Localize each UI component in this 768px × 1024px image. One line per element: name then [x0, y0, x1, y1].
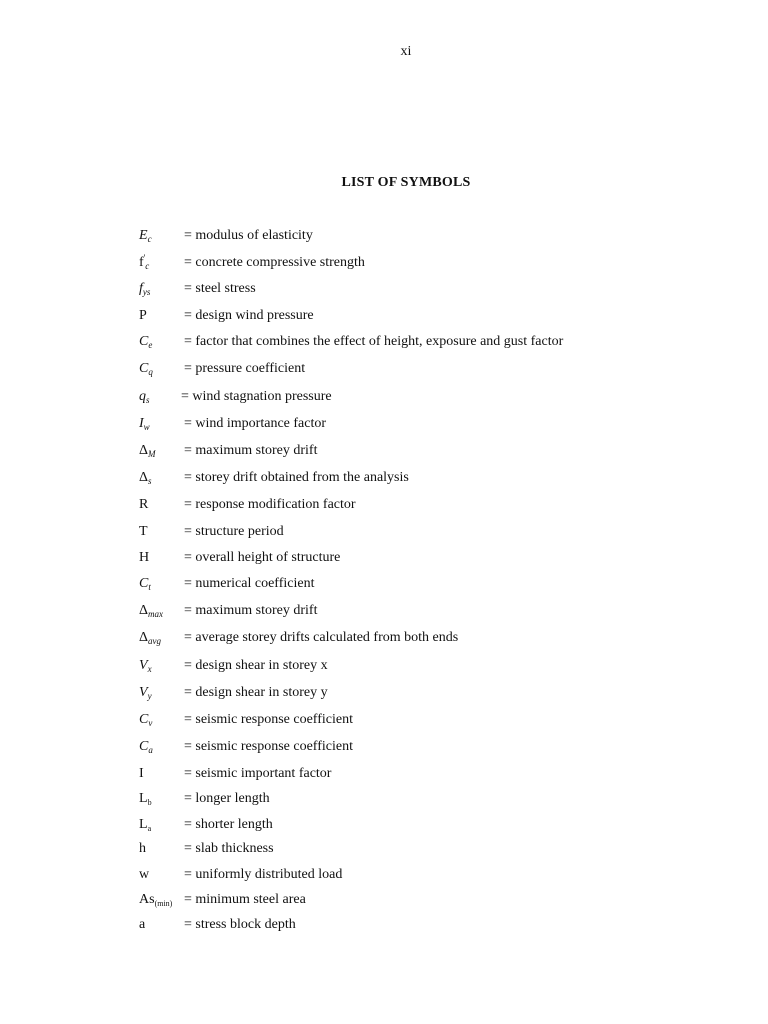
- symbol-notation: [139, 359, 153, 379]
- symbol-subscript: q: [148, 367, 153, 377]
- symbol-definition: = concrete compressive strength: [184, 255, 365, 270]
- symbol-definition: = shorter length: [184, 817, 273, 832]
- symbol-notation: [139, 548, 149, 568]
- symbol-base: E: [139, 228, 148, 243]
- symbol-notation: [139, 683, 152, 703]
- symbol-subscript: y: [147, 691, 152, 701]
- symbol-definition: = seismic response coefficient: [184, 739, 353, 754]
- symbol-definition: = wind importance factor: [184, 416, 327, 431]
- symbol-definition: = overall height of structure: [184, 550, 341, 565]
- symbol-subscript: s: [146, 395, 150, 405]
- symbol-definition: = factor that combines the effect of height, exposure and gust factor: [184, 334, 564, 349]
- symbol-notation: [139, 890, 172, 910]
- symbol-notation: [139, 441, 156, 461]
- page-title: LIST OF SYMBOLS: [341, 175, 471, 190]
- symbol-subscript: a: [148, 745, 153, 755]
- symbol-definition: = average storey drifts calculated from both ends: [184, 630, 459, 645]
- symbol-definition: = design shear in storey x: [184, 658, 328, 673]
- symbol-notation: [139, 789, 152, 809]
- symbol-notation: [139, 710, 152, 730]
- symbol-subscript: max: [148, 609, 164, 619]
- symbol-definition: = stress block depth: [184, 917, 296, 932]
- symbol-subscript: (min): [154, 899, 173, 908]
- symbol-subscript: a: [147, 824, 152, 833]
- symbol-base: I: [139, 766, 144, 781]
- symbol-notation: [139, 764, 144, 784]
- symbol-subscript: c: [147, 234, 152, 244]
- symbol-notation: [139, 279, 150, 299]
- symbol-base: w: [139, 867, 150, 882]
- symbol-notation: [139, 737, 153, 757]
- symbol-base: As: [139, 892, 155, 907]
- symbol-definition: = seismic important factor: [184, 766, 332, 781]
- symbol-definition: = wind stagnation pressure: [181, 389, 332, 404]
- symbol-base: Δ: [139, 630, 149, 645]
- symbol-notation: [139, 253, 149, 273]
- symbol-notation: [139, 522, 148, 542]
- symbol-base: f: [139, 281, 143, 296]
- symbol-subscript: v: [148, 718, 153, 728]
- symbol-definition: = uniformly distributed load: [184, 867, 343, 882]
- symbol-base: a: [139, 917, 146, 932]
- symbol-definition: = minimum steel area: [184, 892, 306, 907]
- symbol-base: L: [139, 817, 148, 832]
- symbol-base: V: [139, 658, 148, 673]
- symbol-notation: [139, 468, 152, 488]
- symbol-definition: = storey drift obtained from the analysis: [184, 470, 409, 485]
- symbol-definition: = longer length: [184, 791, 270, 806]
- symbol-definition: = modulus of elasticity: [184, 228, 313, 243]
- symbol-definition: = response modification factor: [184, 497, 356, 512]
- symbol-definition: = structure period: [184, 524, 284, 539]
- symbol-definition: = slab thickness: [184, 841, 274, 856]
- symbol-base: H: [139, 550, 150, 565]
- symbol-superscript: ': [143, 253, 146, 263]
- symbol-base: f: [139, 255, 144, 270]
- symbol-notation: [139, 656, 152, 676]
- symbol-base: C: [139, 576, 149, 591]
- symbol-subscript: s: [148, 476, 152, 486]
- symbol-base: C: [139, 739, 149, 754]
- symbol-base: Δ: [139, 443, 149, 458]
- symbol-notation: [139, 915, 145, 935]
- symbol-notation: [139, 628, 161, 648]
- symbol-notation: [139, 414, 150, 434]
- symbol-notation: [139, 839, 146, 859]
- symbol-subscript: t: [148, 582, 151, 592]
- symbol-subscript: w: [143, 422, 150, 432]
- symbol-notation: [139, 865, 149, 885]
- symbol-subscript: c: [145, 261, 150, 271]
- symbol-base: R: [139, 497, 149, 512]
- symbol-subscript: e: [148, 340, 153, 350]
- symbol-subscript: ys: [142, 287, 151, 297]
- symbol-notation: [139, 226, 152, 246]
- symbol-definition: = maximum storey drift: [184, 443, 318, 458]
- symbol-definition: = design wind pressure: [184, 308, 314, 323]
- symbol-definition: = seismic response coefficient: [184, 712, 353, 727]
- symbol-notation: [139, 306, 147, 326]
- symbol-subscript: avg: [148, 636, 162, 646]
- symbol-base: C: [139, 334, 149, 349]
- symbol-notation: [139, 601, 163, 621]
- symbol-notation: [139, 815, 151, 835]
- symbol-notation: [139, 574, 151, 594]
- symbol-base: I: [139, 416, 144, 431]
- symbol-notation: [139, 495, 148, 515]
- symbol-subscript: M: [148, 449, 156, 459]
- symbol-base: q: [139, 389, 146, 404]
- symbol-base: Δ: [139, 470, 149, 485]
- symbol-base: C: [139, 712, 149, 727]
- symbol-base: C: [139, 361, 149, 376]
- symbol-subscript: x: [147, 664, 152, 674]
- symbol-notation: [139, 387, 150, 407]
- symbol-definition: = numerical coefficient: [184, 576, 315, 591]
- symbol-base: h: [139, 841, 146, 856]
- symbol-base: P: [139, 308, 147, 323]
- symbol-subscript: b: [147, 798, 152, 807]
- page-number: xi: [400, 44, 412, 59]
- symbol-definition: = maximum storey drift: [184, 603, 318, 618]
- symbol-base: Δ: [139, 603, 149, 618]
- symbol-base: T: [139, 524, 148, 539]
- symbol-notation: [139, 332, 152, 352]
- symbol-base: V: [139, 685, 148, 700]
- symbol-definition: = steel stress: [184, 281, 256, 296]
- symbol-definition: = pressure coefficient: [184, 361, 306, 376]
- symbol-base: L: [139, 791, 148, 806]
- symbol-definition: = design shear in storey y: [184, 685, 328, 700]
